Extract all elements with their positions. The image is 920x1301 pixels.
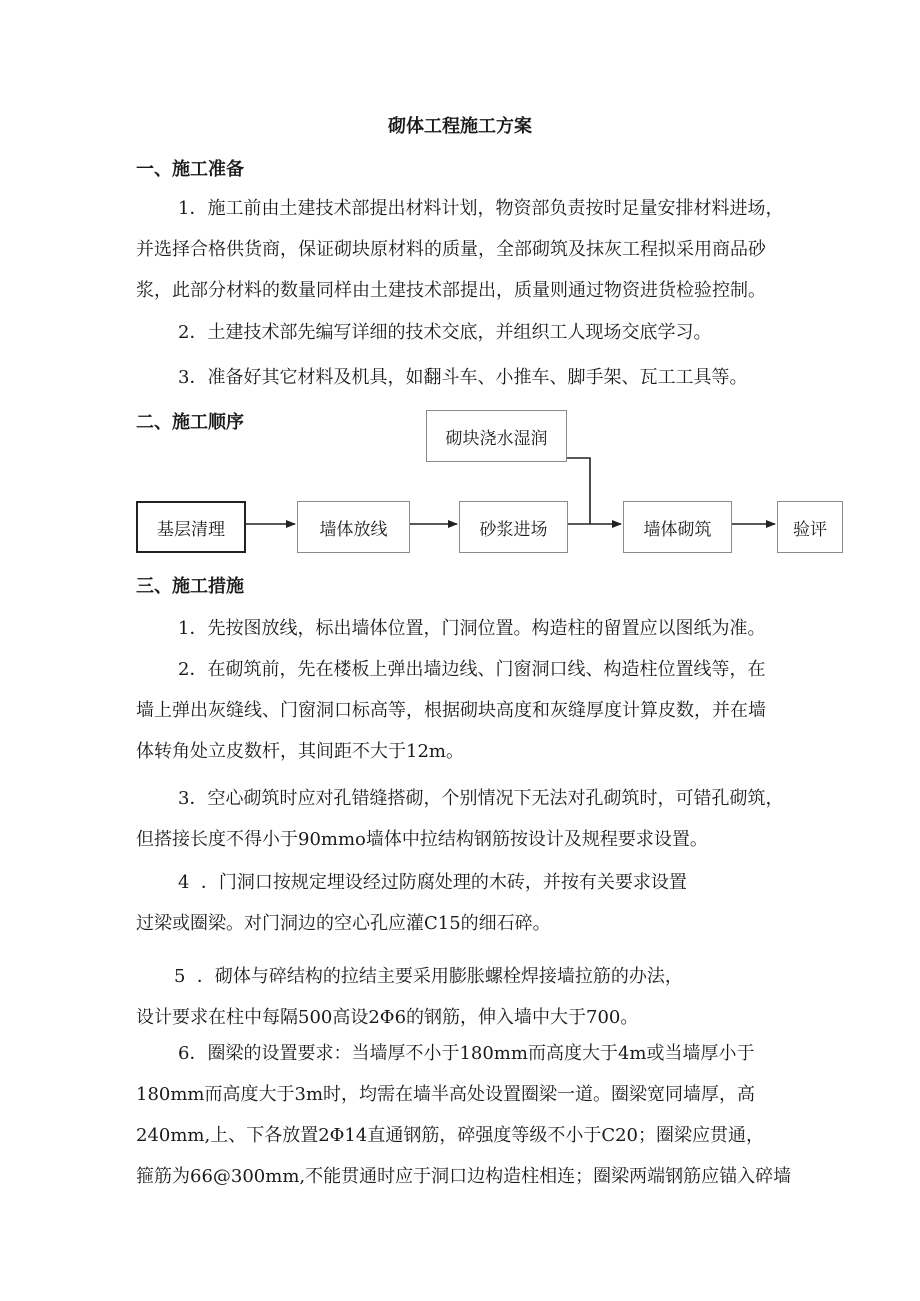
paragraph-prep-1 [136,188,850,311]
text-line: 但搭接长度不得小于90mmo墙体中拉结构钢筋按设计及规程要求设置。 [136,829,708,850]
paragraph-prep-2 [136,312,850,353]
paragraph-measure-1 [136,608,850,649]
paragraph-measure-6 [136,1033,850,1197]
text-line: 浆，此部分材料的数量同样由土建技术部提出，质量则通过物资进货检验控制。 [136,280,766,301]
paragraph-measure-4 [136,862,850,944]
text-line: 体转角处立皮数杆，其间距不大于12m。 [136,741,464,762]
text-line: 2．土建技术部先编写详细的技术交底，并组织工人现场交底学习。 [178,322,712,343]
flow-step-base-cleaning: 基层清理 [136,501,246,553]
flow-step-wall-masonry: 墙体砌筑 [623,501,732,553]
text-line: 并选择合格供货商，保证砌块原材料的质量，全部砌筑及抹灰工程拟采用商品砂 [136,239,766,260]
section-heading-preparation: 一、施工准备 [136,159,244,180]
text-line: 过梁或圈梁。对门洞边的空心孔应灌C15的细石碎。 [136,913,551,934]
text-line: 180mm而高度大于3m时，均需在墙半高处设置圈梁一道。圈梁宽同墙厚，高 [136,1084,756,1105]
flow-step-soak-blocks: 砌块浇水湿润 [426,410,567,462]
text-line: 设计要求在柱中每隔500高设2Φ6的钢筋，伸入墙中大于700。 [136,1007,639,1028]
text-line: 3．准备好其它材料及机具，如翻斗车、小推车、脚手架、瓦工工具等。 [178,367,748,388]
page-title: 砌体工程施工方案 [388,116,532,137]
paragraph-measure-2 [136,649,850,772]
flow-step-evaluation: 验评 [777,501,843,553]
text-line: 墙上弹出灰缝线、门窗洞口标高等，根据砌块高度和灰缝厚度计算皮数，并在墙 [136,700,766,721]
text-line: 3．空心砌筑时应对孔错缝搭砌，个别情况下无法对孔砌筑时，可错孔砌筑， [178,788,784,809]
flow-step-wall-layout: 墙体放线 [297,501,410,553]
section-heading-sequence: 二、施工顺序 [136,412,244,433]
section-heading-measures: 三、施工措施 [136,576,244,597]
flow-step-mortar-arrival: 砂浆进场 [459,501,568,553]
construction-sequence-flowchart [0,400,920,570]
text-line: 4 ．门洞口按规定埋设经过防腐处理的木砖，并按有关要求设置 [178,872,687,893]
paragraph-measure-3 [136,778,850,860]
paragraph-measure-5 [136,956,850,1038]
text-line: 箍筋为66@300mm,不能贯通时应于洞口边构造柱相连；圈梁两端钢筋应锚入碎墙 [136,1166,792,1187]
text-line: 1．施工前由土建技术部提出材料计划，物资部负责按时足量安排材料进场， [178,198,784,219]
text-line: 5 ．砌体与碎结构的拉结主要采用膨胀螺栓焊接墙拉筋的办法， [174,966,683,987]
text-line: 6．圈梁的设置要求：当墙厚不小于180mm而高度大于4m或当墙厚小于 [178,1043,755,1064]
text-line: 1．先按图放线，标出墙体位置，门洞位置。构造柱的留置应以图纸为准。 [178,618,766,639]
paragraph-prep-3 [136,357,850,398]
branch-connector [567,458,590,524]
text-line: 2．在砌筑前，先在楼板上弹出墙边线、门窗洞口线、构造柱位置线等，在 [178,659,766,680]
text-line: 240mm,上、下各放置2Φ14直通钢筋，碎强度等级不小于C20；圈梁应贯通， [136,1125,765,1146]
